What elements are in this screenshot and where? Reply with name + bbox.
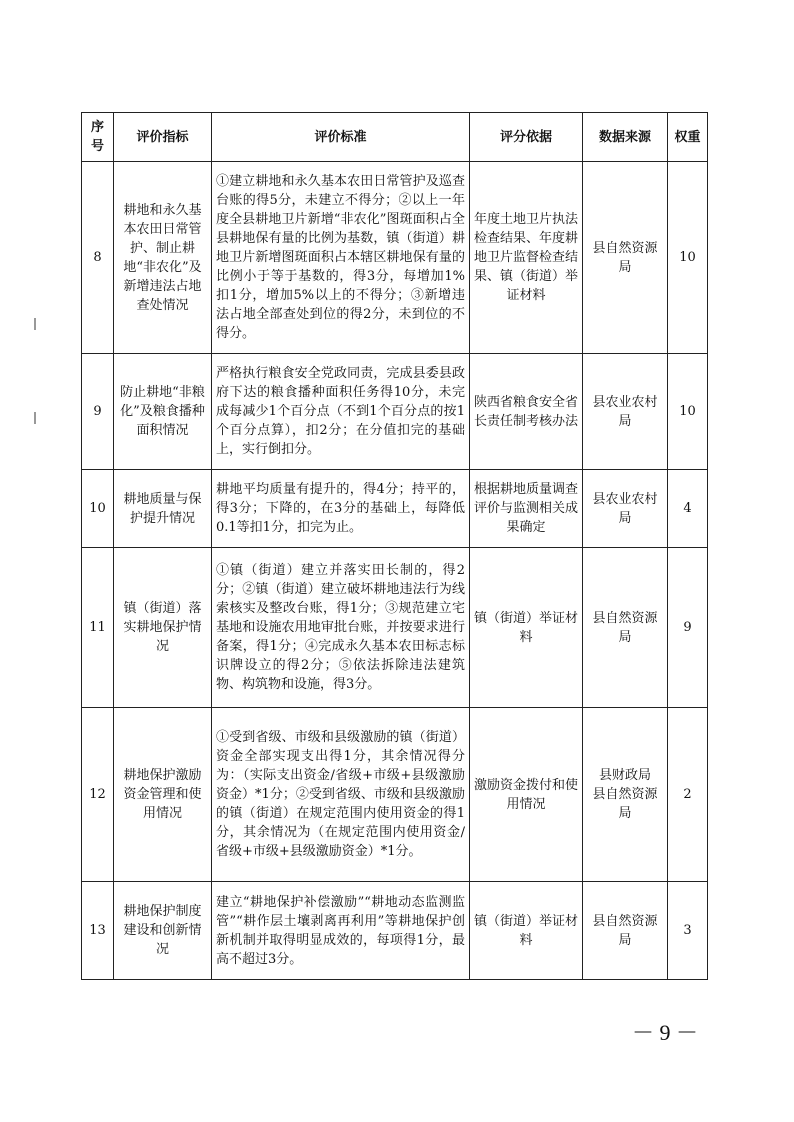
row-basis: 根据耕地质量调查评价与监测相关成果确定 — [470, 470, 583, 548]
row-indicator: 镇（街道）落实耕地保护情况 — [114, 548, 212, 708]
table-row — [82, 354, 708, 470]
row-weight: 9 — [668, 548, 708, 708]
row-indicator: 耕地质量与保护提升情况 — [114, 470, 212, 548]
row-weight: 3 — [668, 882, 708, 980]
table-row — [82, 708, 708, 882]
row-index: 13 — [82, 882, 114, 980]
row-index: 10 — [82, 470, 114, 548]
header-weight: 权重 — [668, 113, 708, 162]
table-row — [82, 548, 708, 708]
row-basis: 镇（街道）举证材料 — [470, 548, 583, 708]
binding-mark — [34, 318, 36, 330]
row-source: 县财政局 县自然资源局 — [583, 708, 668, 882]
table-row — [82, 882, 708, 980]
row-weight: 10 — [668, 354, 708, 470]
row-standard: 建立“耕地保护补偿激励”“耕地动态监测监管”“耕作层土壤剥离再利用”等耕地保护创新机制并取得明显成效的，每项得1分，最高不超过3分。 — [212, 882, 470, 980]
row-standard: ①镇（街道）建立并落实田长制的，得2分；②镇（街道）建立破坏耕地违法行为线索核实及整改台账，得1分；③规范建立宅基地和设施农用地审批台账，并按要求进行备案，得1分；④完成永久基本农田标志标识牌设立的得2分；⑤依法拆除违法建筑物、构筑物和设施，得3分。 — [212, 548, 470, 708]
page-number: － 9 － — [632, 1020, 699, 1045]
header-index: 序号 — [82, 113, 114, 162]
row-basis: 陕西省粮食安全省长责任制考核办法 — [470, 354, 583, 470]
row-standard: ①建立耕地和永久基本农田日常管护及巡查台账的得5分，未建立不得分；②以上一年度全县耕地卫片新增“非农化”图斑面积占全县耕地保有量的比例为基数，镇（街道）耕地卫片新增图斑面积占本辖区耕地保有量的比例小于等于基数的，得3分，每增加1%扣1分，增加5%以上的不得分；③新增违法占地全部查处到位的得2分，未到位的不得分。 — [212, 162, 470, 354]
row-indicator: 防止耕地“非粮化”及粮食播种面积情况 — [114, 354, 212, 470]
row-indicator: 耕地和永久基本农田日常管护、制止耕地“非农化”及新增违法占地查处情况 — [114, 162, 212, 354]
table-row — [82, 162, 708, 354]
table-row — [82, 470, 708, 548]
row-standard: 严格执行粮食安全党政同责，完成县委县政府下达的粮食播种面积任务得10分，未完成每减少1个百分点（不到1个百分点的按1个百分点算），扣2分；在分值扣完的基础上，实行倒扣分。 — [212, 354, 470, 470]
row-weight: 4 — [668, 470, 708, 548]
binding-mark — [34, 412, 36, 424]
table-header-row — [82, 113, 708, 162]
header-basis: 评分依据 — [470, 113, 583, 162]
row-index: 8 — [82, 162, 114, 354]
row-index: 9 — [82, 354, 114, 470]
row-weight: 10 — [668, 162, 708, 354]
row-source: 县农业农村局 — [583, 470, 668, 548]
row-index: 11 — [82, 548, 114, 708]
header-source: 数据来源 — [583, 113, 668, 162]
row-source: 县自然资源局 — [583, 548, 668, 708]
row-weight: 2 — [668, 708, 708, 882]
row-indicator: 耕地保护激励资金管理和使用情况 — [114, 708, 212, 882]
row-basis: 年度土地卫片执法检查结果、年度耕地卫片监督检查结果、镇（街道）举证材料 — [470, 162, 583, 354]
header-indicator: 评价指标 — [114, 113, 212, 162]
row-basis: 激励资金拨付和使用情况 — [470, 708, 583, 882]
row-standard: 耕地平均质量有提升的，得4分；持平的，得3分；下降的，在3分的基础上，每降低0.1等扣1分，扣完为止。 — [212, 470, 470, 548]
row-source: 县自然资源局 — [583, 882, 668, 980]
row-index: 12 — [82, 708, 114, 882]
row-standard: ①受到省级、市级和县级激励的镇（街道）资金全部实现支出得1分，其余情况得分为：（实际支出资金/省级+市级+县级激励资金）*1分；②受到省级、市级和县级激励的镇（街道）在规定范围内使用资金的得1分，其余情况为（在规定范围内使用资金/省级+市级+县级激励资金）*1分。 — [212, 708, 470, 882]
row-source: 县自然资源局 — [583, 162, 668, 354]
row-source: 县农业农村局 — [583, 354, 668, 470]
header-standard: 评价标准 — [212, 113, 470, 162]
evaluation-table — [81, 112, 708, 980]
row-basis: 镇（街道）举证材料 — [470, 882, 583, 980]
row-indicator: 耕地保护制度建设和创新情况 — [114, 882, 212, 980]
